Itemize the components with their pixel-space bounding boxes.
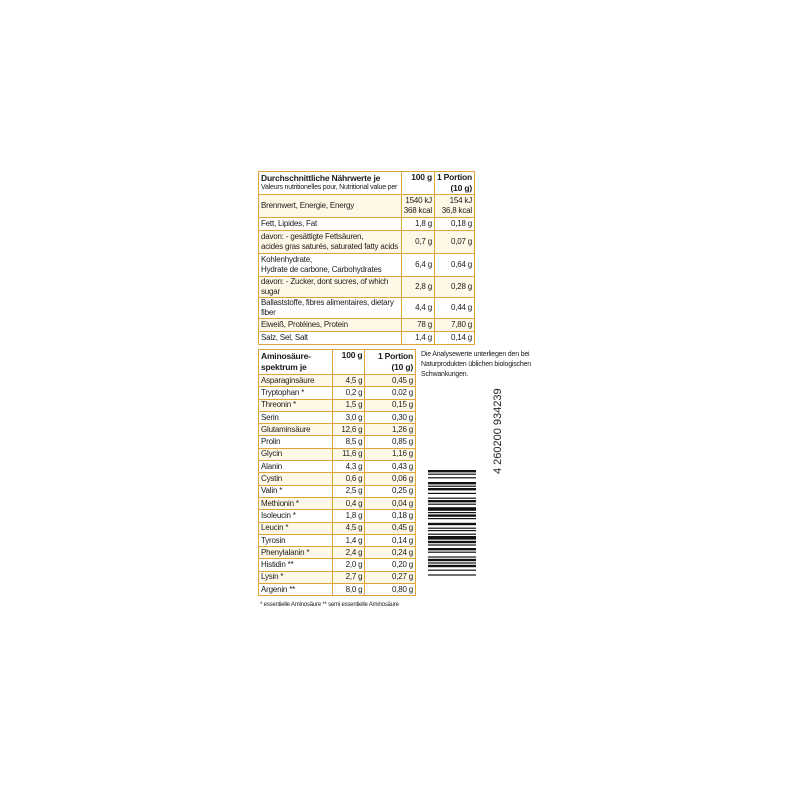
nutrition-value-portion (434, 298, 474, 319)
nutrition-label (259, 218, 402, 231)
value: 0,44 g (450, 303, 472, 312)
amino-row (259, 411, 416, 423)
amino-name: Histidin ** (259, 559, 333, 571)
amino-name: Tyrosin (259, 534, 333, 546)
amino-value-100g: 8,5 g (332, 436, 365, 448)
amino-row (259, 461, 416, 473)
amino-title-1: Aminosäure- (261, 351, 311, 362)
barcode-bar (428, 514, 476, 516)
amino-value-portion: 0,27 g (365, 571, 416, 583)
nutrition-label (259, 298, 402, 319)
analysis-note: Die Analysewerte unterliegen den bei Naturprodukten üblichen biologischen Schwankungen. (421, 351, 531, 379)
amino-col-portion-label: 1 Portion (377, 351, 413, 362)
nutrition-col-portion-label: 1 Portion (436, 172, 472, 183)
barcode-bar (428, 518, 476, 519)
nutrition-col-portion-size: (10 g) (450, 183, 472, 193)
amino-acid-table (258, 349, 416, 596)
amino-value-portion: 0,18 g (365, 510, 416, 522)
amino-value-portion: 0,20 g (365, 559, 416, 571)
amino-value-portion: 0,80 g (365, 584, 416, 596)
nutrition-value-100g (401, 231, 434, 254)
amino-value-100g: 4,3 g (332, 461, 365, 473)
nutrition-label (259, 332, 402, 345)
amino-name: Argenin ** (259, 584, 333, 596)
amino-row (259, 522, 416, 534)
amino-row (259, 473, 416, 485)
value: 2,8 g (415, 282, 432, 291)
amino-row (259, 534, 416, 546)
barcode-bar (428, 470, 476, 472)
nutrition-label (259, 319, 402, 332)
amino-row (259, 497, 416, 509)
value: 78 g (417, 320, 432, 329)
amino-row (259, 399, 416, 411)
value: 0,7 g (415, 237, 432, 246)
nutrition-header-label (259, 172, 402, 195)
barcode-bar (428, 498, 476, 499)
nutrition-label-line: davon: - Zucker, dont sucres, of which sugar (261, 277, 389, 296)
barcode-bar (428, 500, 476, 502)
amino-name: Threonin * (259, 399, 333, 411)
nutrition-value-100g (401, 332, 434, 345)
amino-value-100g: 2,4 g (332, 547, 365, 559)
barcode-bar (428, 530, 476, 531)
nutrition-label-line: Hydrate de carbone, Carbohydrates (261, 265, 382, 274)
nutrition-row (259, 332, 475, 345)
amino-name: Phenylalanin * (259, 547, 333, 559)
amino-value-100g: 12,6 g (332, 424, 365, 436)
barcode-bar (428, 507, 476, 511)
nutrition-value-100g (401, 298, 434, 319)
value: 0,28 g (450, 282, 472, 291)
amino-col-100g: 100 g (332, 350, 365, 375)
amino-value-portion: 1,26 g (365, 424, 416, 436)
amino-header-row (259, 350, 416, 375)
amino-value-100g: 4,5 g (332, 375, 365, 387)
barcode-bar (428, 565, 476, 567)
value: 6,4 g (415, 260, 432, 269)
amino-row (259, 375, 416, 387)
amino-value-portion: 1,16 g (365, 448, 416, 460)
amino-footnote: * essentielle Aminosäure ** semi essentielle Aminosäure (260, 602, 399, 608)
amino-name: Cystin (259, 473, 333, 485)
amino-row (259, 485, 416, 497)
amino-name: Methionin * (259, 497, 333, 509)
nutrition-label (259, 254, 402, 277)
amino-value-100g: 1,5 g (332, 399, 365, 411)
value: 7,80 g (450, 320, 472, 329)
nutrition-row (259, 231, 475, 254)
amino-value-100g: 1,4 g (332, 534, 365, 546)
barcode-bar (428, 488, 476, 490)
nutrition-row (259, 319, 475, 332)
nutrition-title: Durchschnittliche Nährwerte je (261, 173, 381, 184)
value: 0,18 g (450, 219, 472, 228)
amino-name: Alanin (259, 461, 333, 473)
nutrition-value-portion (434, 231, 474, 254)
nutrition-row (259, 298, 475, 319)
nutrition-label-line: acides gras saturés, saturated fatty acids (261, 242, 399, 251)
nutrition-table (258, 171, 475, 345)
barcode-bar (428, 512, 476, 513)
amino-name: Serin (259, 411, 333, 423)
amino-row (259, 436, 416, 448)
nutrition-label (259, 231, 402, 254)
nutrition-row (259, 195, 475, 218)
nutrition-row (259, 218, 475, 231)
value: 0,64 g (450, 260, 472, 269)
barcode-bar (428, 570, 476, 571)
amino-name: Leucin * (259, 522, 333, 534)
amino-header-label (259, 350, 333, 375)
barcode-bar (428, 556, 476, 557)
barcode-bar (428, 474, 476, 475)
amino-value-100g: 8,0 g (332, 584, 365, 596)
nutrition-label-line: Fett, Lipides, Fat (261, 219, 317, 228)
nutrition-value-portion (434, 332, 474, 345)
amino-row (259, 559, 416, 571)
amino-value-portion: 0,43 g (365, 461, 416, 473)
amino-value-portion: 0,45 g (365, 522, 416, 534)
amino-value-portion: 0,30 g (365, 411, 416, 423)
amino-value-portion: 0,06 g (365, 473, 416, 485)
nutrition-label-line: Ballaststoffe, fibres alimentaires, dietary fiber (261, 298, 394, 317)
nutrition-col-100g: 100 g (401, 172, 434, 195)
barcode-bar (428, 523, 476, 525)
amino-name: Asparaginsäure (259, 375, 333, 387)
barcode-bar (428, 548, 476, 550)
nutrition-label-line: Eiweiß, Protéines, Protein (261, 320, 348, 329)
amino-value-100g: 0,2 g (332, 387, 365, 399)
amino-value-portion: 0,85 g (365, 436, 416, 448)
amino-name: Lysin * (259, 571, 333, 583)
amino-value-100g: 3,0 g (332, 411, 365, 423)
amino-title-2: spektrum je (261, 362, 307, 372)
value: 1,4 g (415, 333, 432, 342)
nutrition-label-line: Kohlenhydrate, (261, 255, 313, 264)
amino-value-100g: 1,8 g (332, 510, 365, 522)
amino-value-portion: 0,24 g (365, 547, 416, 559)
nutrition-label-line: Brennwert, Energie, Energy (261, 201, 355, 210)
nutrition-label-line: davon: - gesättigte Fettsäuren, (261, 232, 364, 241)
barcode-bar (428, 562, 476, 563)
barcode-bar (428, 528, 476, 529)
amino-value-100g: 0,6 g (332, 473, 365, 485)
amino-row (259, 387, 416, 399)
amino-name: Valin * (259, 485, 333, 497)
amino-col-portion-size: (10 g) (391, 362, 413, 372)
barcode-bar (428, 534, 476, 535)
amino-value-100g: 2,5 g (332, 485, 365, 497)
barcode-bar (428, 541, 476, 543)
nutrition-label (259, 195, 402, 218)
value: 1540 kJ (405, 196, 432, 205)
amino-row (259, 424, 416, 436)
barcode-bar (428, 552, 476, 553)
amino-value-portion: 0,04 g (365, 497, 416, 509)
barcode-bar (428, 536, 476, 540)
amino-row (259, 547, 416, 559)
value: 0,14 g (450, 333, 472, 342)
barcode-bar (428, 482, 476, 484)
amino-value-100g: 2,7 g (332, 571, 365, 583)
value: 4,4 g (415, 303, 432, 312)
amino-value-portion: 0,45 g (365, 375, 416, 387)
nutrition-header-row (259, 172, 475, 195)
barcode-bar (428, 504, 476, 505)
barcode (428, 470, 494, 602)
nutrition-value-100g (401, 218, 434, 231)
nutrition-value-portion (434, 277, 474, 298)
amino-row (259, 448, 416, 460)
nutrition-value-100g (401, 319, 434, 332)
barcode-bar (428, 486, 476, 487)
amino-value-100g: 2,0 g (332, 559, 365, 571)
amino-name: Prolin (259, 436, 333, 448)
amino-value-100g: 0,4 g (332, 497, 365, 509)
amino-value-portion: 0,25 g (365, 485, 416, 497)
amino-value-portion: 0,02 g (365, 387, 416, 399)
nutrition-subtitle: Valeurs nutritionelles pour, Nutritional value per (261, 183, 398, 191)
amino-row (259, 510, 416, 522)
value: 368 kcal (403, 206, 432, 215)
nutrition-value-portion (434, 254, 474, 277)
amino-row (259, 571, 416, 583)
nutrition-value-portion (434, 195, 474, 218)
nutrition-label (259, 277, 402, 298)
barcode-bar (428, 477, 476, 478)
amino-name: Glycin (259, 448, 333, 460)
barcode-bar (428, 544, 476, 545)
amino-col-portion (365, 350, 416, 375)
amino-name: Isoleucin * (259, 510, 333, 522)
amino-value-portion: 0,15 g (365, 399, 416, 411)
amino-row (259, 584, 416, 596)
nutrition-col-portion (434, 172, 474, 195)
amino-name: Tryptophan * (259, 387, 333, 399)
value: 1,8 g (415, 219, 432, 228)
nutrition-value-portion (434, 319, 474, 332)
amino-value-100g: 11,6 g (332, 448, 365, 460)
value: 36,8 kcal (441, 206, 472, 215)
barcode-bar (428, 559, 476, 561)
amino-name: Glutaminsäure (259, 424, 333, 436)
nutrition-value-100g (401, 254, 434, 277)
nutrition-label-line: Salz, Sel, Salt (261, 333, 308, 342)
barcode-bar (428, 574, 476, 575)
nutrition-row (259, 277, 475, 298)
barcode-bar (428, 493, 476, 494)
nutrition-value-portion (434, 218, 474, 231)
barcode-number: 4 260200 934239 (492, 388, 504, 474)
nutrition-row (259, 254, 475, 277)
value: 154 kJ (449, 196, 472, 205)
amino-value-100g: 4,5 g (332, 522, 365, 534)
nutrition-value-100g (401, 277, 434, 298)
amino-value-portion: 0,14 g (365, 534, 416, 546)
value: 0,07 g (450, 237, 472, 246)
nutrition-value-100g (401, 195, 434, 218)
